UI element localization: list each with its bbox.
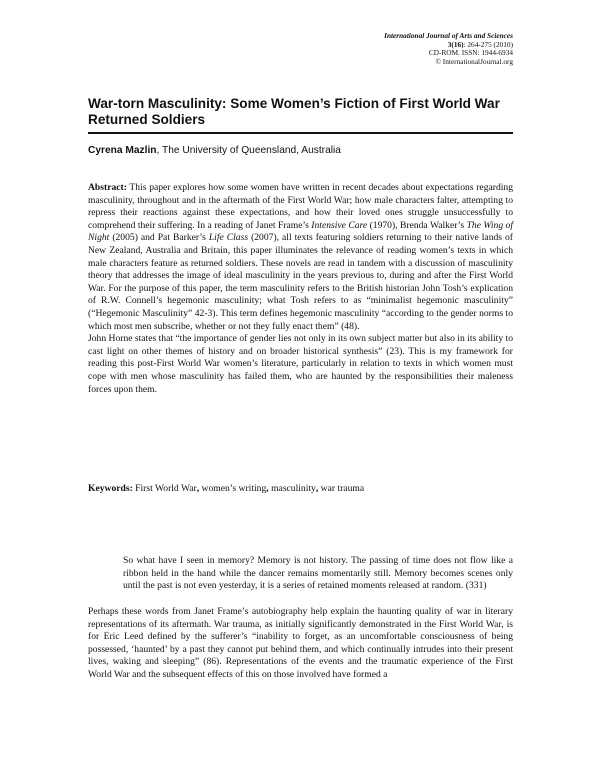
abstract-text-4: (2007), all texts featuring soldiers returning to their native lands of New Zealand, Australia and Britain, this paper illuminates the relevance of reading women’s texts in which male characters feature as returned soldiers. These novels are read in tandem with a discussion of masculinity theory that addresses the image of ideal masculinity in the years previous to, during and after the First World War. For the purpose of this paper, the term masculinity refers to the British historian John Tosh’s explication of R.W. Connell’s hegemonic masculinity; what Tosh refers to as “minimalist hegemonic masculinity” (“Hegemonic Masculinity” 42-3). This term defines hegemonic masculinity “according to the gender norms to which most men subscribe, whether or not they fully enact them” (48). xyxy=(88,232,514,332)
abstract-text-1: This paper explores how some women have written in recent decades about expectations regarding masculinity, throughout and in the aftermath of the First World War; how male characters falter, attempting to repress their reactions against these expectations, and how their loved ones struggle unsuccessfully to comprehend their suffering. In a reading of Janet Frame’s xyxy=(88,182,513,231)
abstract-label: Abstract: xyxy=(88,182,127,193)
journal-name: International Journal of Arts and Sciences xyxy=(384,31,513,40)
book-title-intensive-care: Intensive Care xyxy=(311,219,368,231)
author-affiliation: , The University of Queensland, Australia xyxy=(156,145,341,156)
journal-issue-number: 3(16) xyxy=(447,39,464,49)
author-name: Cyrena Mazlin xyxy=(88,145,157,156)
block-quote: So what have I seen in memory? Memory is not history. The passing of time does not flow like a ribbon held in the hand while the dancer remains momentarily still. Memory becomes scenes only until the past is not even yesterday, it is a series of retained moments released at random. (331) xyxy=(123,555,513,592)
abstract xyxy=(88,182,513,396)
book-title-life-class: Life Class xyxy=(208,232,249,244)
body-paragraph: Perhaps these words from Janet Frame’s autobiography help explain the haunting quality of war in literary representations of its aftermath. War trauma, as initially significantly demonstrated in the First World War, is for Eric Leed defined by the sufferer’s “inability to forget, as an uncomfortable consciousness of being possessed, ‘haunted’ by a past they cannot put behind them, and which continually intrudes into their present lives, waking and sleeping” (86). Representations of the events and the traumatic experience of the First World War and the subsequent effects of this on those involved have formed a xyxy=(88,606,513,680)
keyword-1: First World War xyxy=(135,483,197,494)
book-title-wing-of-night: The Wing of Night xyxy=(88,219,513,244)
keywords-label: Keywords: xyxy=(88,483,133,494)
abstract-text-2: (1970), Brenda Walker’s xyxy=(367,219,467,231)
abstract-text-3: (2005) and Pat Barker’s xyxy=(109,232,209,244)
keyword-4: war trauma xyxy=(320,483,365,494)
journal-info xyxy=(384,32,513,66)
abstract-paragraph-2: John Horne states that “the importance of gender lies not only in its own subject matter but also in its ability to cast light on other themes of history and on broader historical synthesis” (23). This is my framework for reading this post-First World War women’s literature, particularly in relation to texts in which women must cope with men whose masculinity has failed them, who are haunted by the responsibilities their maleness forces upon them. xyxy=(88,333,513,395)
keywords: Keywords: First World War, women’s writing, masculinity, war trauma xyxy=(88,483,365,494)
keyword-2: women’s writing xyxy=(201,483,267,494)
author-line xyxy=(88,145,341,156)
paper-title: War-torn Masculinity: Some Women’s Fiction of First World War Returned Soldiers xyxy=(88,96,500,127)
journal-copyright: © InternationalJournal.org xyxy=(435,56,513,66)
title-rule xyxy=(88,132,513,134)
keyword-3: masculinity xyxy=(271,483,316,494)
journal-issn: CD-ROM. ISSN: 1944-6934 xyxy=(428,48,513,58)
journal-pages: : 264-275 (2010) xyxy=(463,39,513,49)
